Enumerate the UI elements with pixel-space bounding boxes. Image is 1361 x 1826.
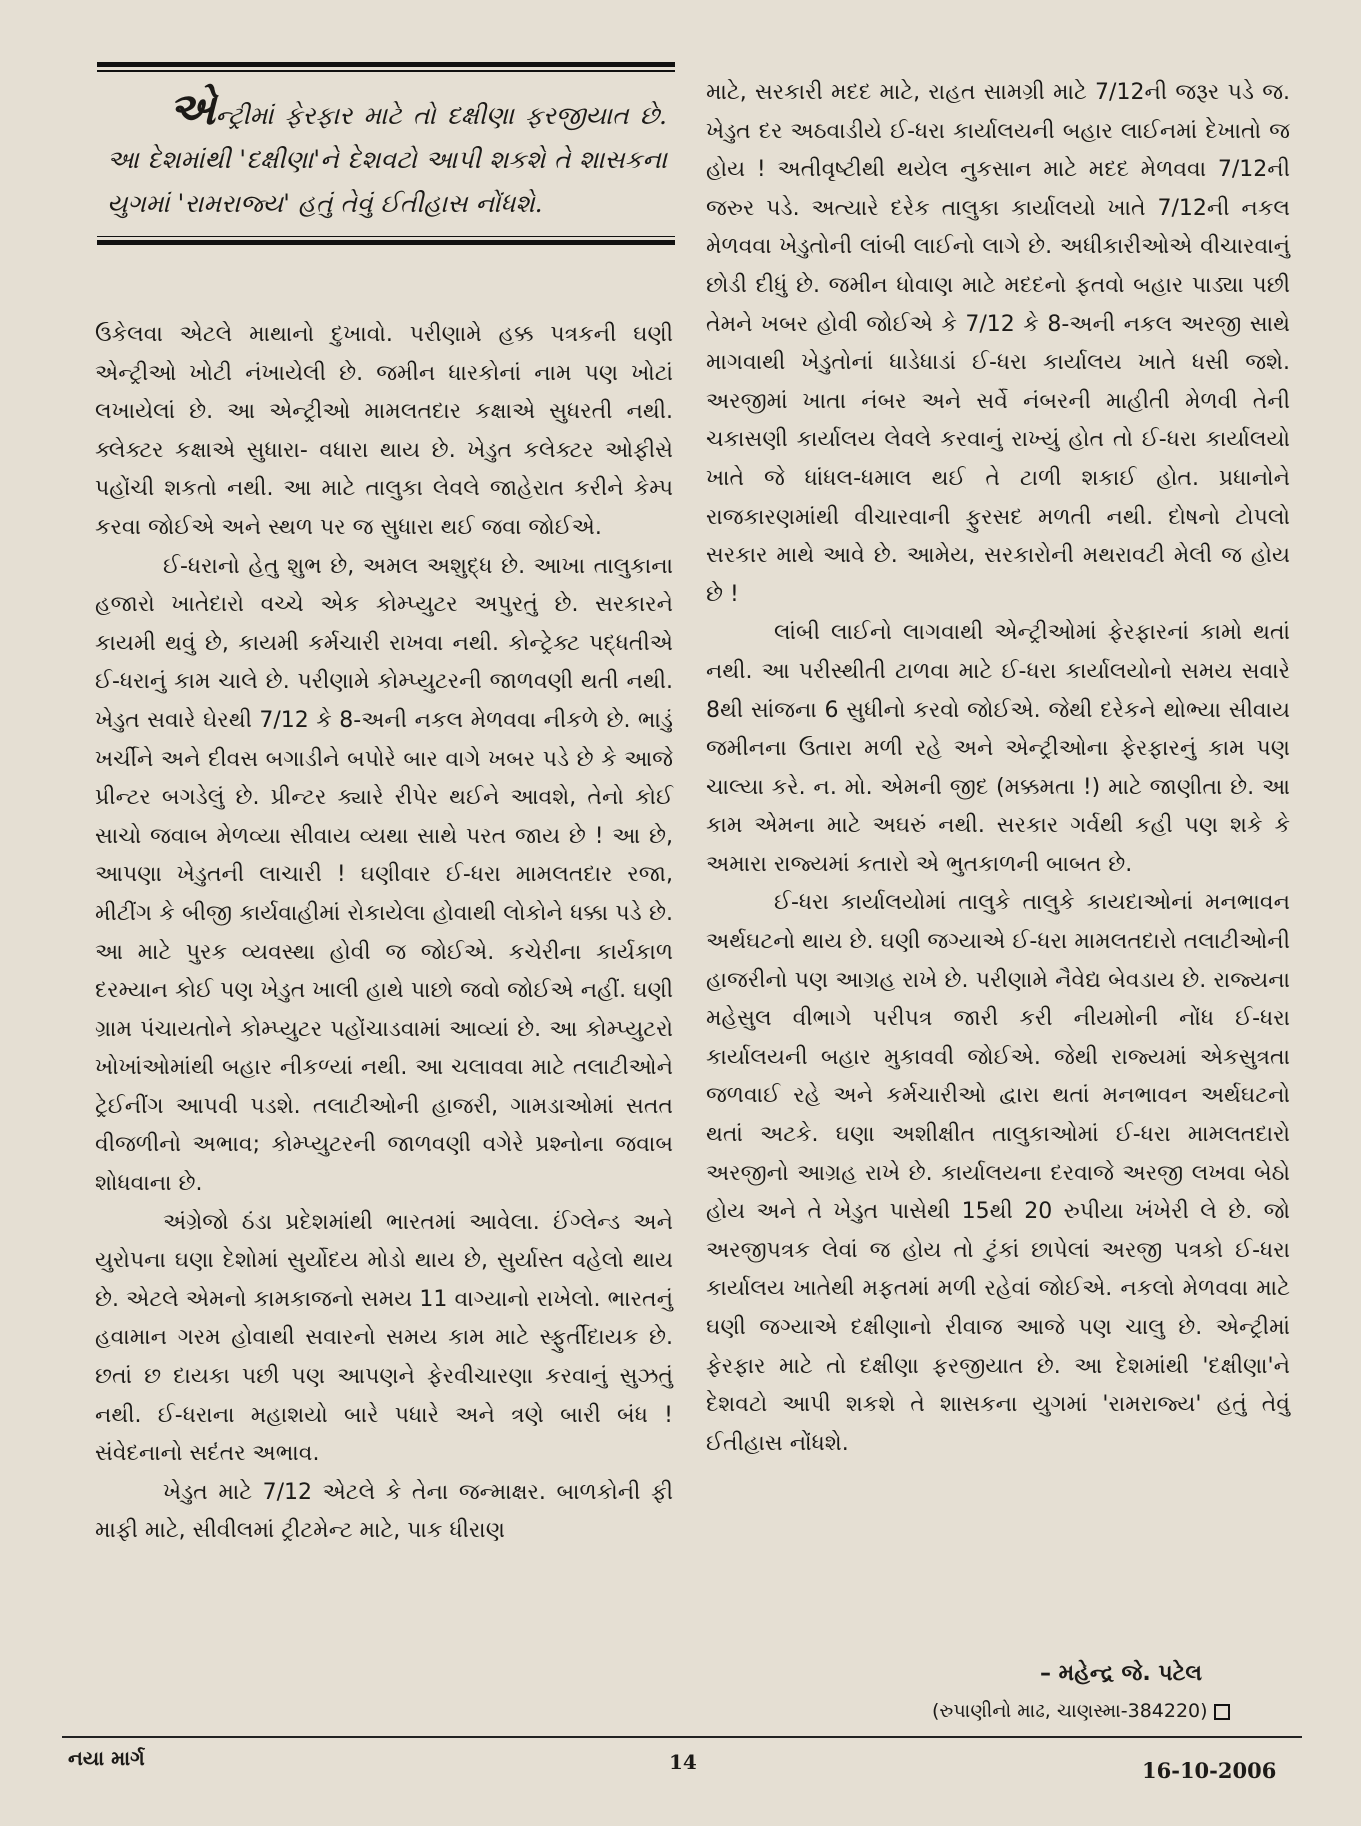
- end-mark-square-icon: [1214, 1704, 1230, 1720]
- footer-date: 16-10-2006: [1142, 1758, 1277, 1783]
- pull-quote-text: [97, 72, 675, 236]
- right-column: [706, 74, 1290, 1463]
- paragraph: અંગ્રેજો ઠંડા પ્રદેશમાંથી ભારતમાં આવેલા. ઈંગ્લેન્ડ અને યુરોપના ઘણા દેશોમાં સુર્યોદય મોડો થાય છે, સુર્યાસ્ત વહેલો થાય છે. એટલે એમનો કામકાજનો સમય 11 વાગ્યાનો રાખેલો. ભારતનું હવામાન ગરમ હોવાથી સવારનો સમય કામ માટે સ્ફુર્તીદાયક છે. છતાં છ દાયકા પછી પણ આપણને ફેરવીચારણા કરવાનું સુઝતું નથી. ઈ-ધરાના મહાશયો બારે પધારે અને ત્રણે બારી બંધ ! સંવેદનાનો સદંતર અભાવ.: [95, 1209, 673, 1467]
- pull-quote: [97, 62, 675, 245]
- pull-quote-top-rule: [97, 62, 675, 67]
- paragraph: ખેડુત માટે 7/12 એટલે કે તેના જન્માક્ષર. બાળકોની ફી માફી માટે, સીવીલમાં ટ્રીટમેન્ટ માટે, પાક ધીરાણ: [95, 1479, 673, 1544]
- footer-rule: [62, 1736, 1302, 1738]
- paragraph: ઈ-ધરાનો હેતુ શુભ છે, અમલ અશુદ્ધ છે. આખા તાલુકાના હજારો ખાતેદારો વચ્ચે એક કોમ્પ્યુટર અપુરતું છે. સરકારને કાયમી થવું છે, કાયમી કર્મચારી રાખવા નથી. કોન્ટ્રેક્ટ પદ્ધતીએ ઈ-ધરાનું કામ ચાલે છે. પરીણામે કોમ્પ્યુટરની જાળવણી થતી નથી. ખેડુત સવારે ઘેરથી 7/12 કે 8-અની નકલ મેળવવા નીકળે છે. ભાડું ખર્ચીને અને દીવસ બગાડીને બપોરે બાર વાગે ખબર પડે છે કે આજે પ્રીન્ટર બગડેલું છે. પ્રીન્ટર ક્યારે રીપેર થઈને આવશે, તેનો કોઈ સાચો જવાબ મેળવ્યા સીવાય વ્યથા સાથે પરત જાય છે ! આ છે, આપણા ખેડુતની લાચારી ! ઘણીવાર ઈ-ધરા મામલતદાર રજા, મીટીંગ કે બીજી કાર્યવાહીમાં રોકાયેલા હોવાથી લોકોને ધક્કા પડે છે. આ માટે પુરક વ્યવસ્થા હોવી જ જોઈએ. કચેરીના કાર્યકાળ દરમ્યાન કોઈ પણ ખેડુત ખાલી હાથે પાછો જવો જોઈએ નહીં. ઘણી ગ્રામ પંચાયતોને કોમ્પ્યુટર પહોંચાડવામાં આવ્યાં છે. આ કોમ્પ્યુટરો ખોખાંઓમાંથી બહાર નીકળ્યાં નથી. આ ચલાવવા માટે તલાટીઓને ટ્રેઈનીંગ આપવી પડશે. તલાટીઓની હાજરી, ગામડાઓમાં સતત વીજળીનો અભાવ; કોમ્પ્યુટરની જાળવણી વગેરે પ્રશ્નોના જવાબ શોધવાના છે.: [95, 553, 673, 1197]
- footer-page-number: 14: [669, 1750, 697, 1774]
- footer-magazine-name: નયા માર્ગ: [68, 1746, 145, 1770]
- paragraph: માટે, સરકારી મદદ માટે, રાહત સામગ્રી માટે 7/12ની જરૂર પડે જ. ખેડુત દર અઠવાડીયે ઈ-ધરા કાર્યાલયની બહાર લાઈનમાં દેખાતો જ હોય ! અતીવૃષ્ટીથી થયેલ નુકસાન માટે મદદ મેળવવા 7/12ની જરુર પડે. અત્યારે દરેક તાલુકા કાર્યાલયો ખાતે 7/12ની નકલ મેળવવા ખેડુતોની લાંબી લાઈનો લાગે છે. અધીકારીઓએ વીચારવાનું છોડી દીધું છે. જમીન ધોવાણ માટે મદદનો ફતવો બહાર પાડ્યા પછી તેમને ખબર હોવી જોઈએ કે 7/12 કે 8-અની નકલ અરજી સાથે માગવાથી ખેડુતોનાં ધાડેધાડાં ઈ-ધરા કાર્યાલય ખાતે ધસી જશે. અરજીમાં ખાતા નંબર અને સર્વે નંબરની માહીતી મેળવી તેની ચકાસણી કાર્યાલય લેવલે કરવાનું રાખ્યું હોત તો ઈ-ધરા કાર્યાલયો ખાતે જે ધાંધલ-ધમાલ થઈ તે ટાળી શકાઈ હોત. પ્રધાનોને રાજકારણમાંથી વીચારવાની ફુરસદ મળતી નથી. દોષનો ટોપલો સરકાર માથે આવે છે. આમેય, સરકારોની મથરાવટી મેલી જ હોય છે !: [706, 80, 1290, 607]
- left-column: [95, 316, 673, 1551]
- author-address: [932, 1700, 1230, 1722]
- pull-quote-bottom-thin-rule: [97, 236, 675, 238]
- pull-quote-bottom-rule: [97, 240, 675, 245]
- pull-quote-body: ન્ટ્રીમાં ફેરફાર માટે તો દક્ષીણા ફરજીયાત છે. આ દેશમાંથી 'દક્ષીણા'ને દેશવટો આપી શકશે તે શાસકના યુગમાં 'રામરાજ્ય' હતું તેવું ઈતીહાસ નોંધશે.: [107, 100, 667, 218]
- pull-quote-dropcap: એ: [169, 83, 216, 135]
- author-byline: – મહેન્દ્ર જે. પટેલ: [1040, 1661, 1203, 1686]
- paragraph: લાંબી લાઈનો લાગવાથી એન્ટ્રીઓમાં ફેરફારનાં કામો થતાં નથી. આ પરીસ્થીતી ટાળવા માટે ઈ-ધરા કાર્યાલયોનો સમય સવારે 8થી સાંજના 6 સુધીનો કરવો જોઈએ. જેથી દરેકને થોભ્યા સીવાય જમીનના ઉતારા મળી રહે અને એન્ટ્રીઓના ફેરફારનું કામ પણ ચાલ્યા કરે. ન. મો. એમની જીદ (મક્કમતા !) માટે જાણીતા છે. આ કામ એમના માટે અઘરું નથી. સરકાર ગર્વથી કહી પણ શકે કે અમારા રાજ્યમાં કતારો એ ભુતકાળની બાબત છે.: [706, 620, 1290, 877]
- paragraph: ઉકેલવા એટલે માથાનો દુખાવો. પરીણામે હક્ક પત્રકની ઘણી એન્ટ્રીઓ ખોટી નંખાયેલી છે. જમીન ધારકોનાં નામ પણ ખોટાં લખાયેલાં છે. આ એન્ટ્રીઓ મામલતદાર કક્ષાએ સુધરતી નથી. ક્લેક્ટર કક્ષાએ સુધારા- વધારા થાય છે. ખેડુત કલેક્ટર ઓફીસે પહોંચી શકતો નથી. આ માટે તાલુકા લેવલે જાહેરાત કરીને કેમ્પ કરવા જોઈએ અને સ્થળ પર જ સુધારા થઈ જવા જોઈએ.: [95, 322, 673, 540]
- author-address-text: (રુપાણીનો માઢ, ચાણસ્મા-384220): [932, 1700, 1208, 1722]
- paragraph: ઈ-ધરા કાર્યાલયોમાં તાલુકે તાલુકે કાયદાઓનાં મનભાવન અર્થઘટનો થાય છે. ઘણી જગ્યાએ ઈ-ધરા મામલતદારો તલાટીઓની હાજરીનો પણ આગ્રહ રાખે છે. પરીણામે નૈવેદ્ય બેવડાય છે. રાજ્યના મહેસુલ વીભાગે પરીપત્ર જારી કરી નીયમોની નોંધ ઈ-ધરા કાર્યાલયની બહાર મુકાવવી જોઈએ. જેથી રાજ્યમાં એકસુત્રતા જળવાઈ રહે અને કર્મચારીઓ દ્વારા થતાં મનભાવન અર્થઘટનો થતાં અટકે. ઘણા અશીક્ષીત તાલુકાઓમાં ઈ-ધરા મામલતદારો અરજીનો આગ્રહ રાખે છે. કાર્યાલયના દરવાજે અરજી લખવા બેઠો હોય અને તે ખેડુત પાસેથી 15થી 20 રુપીયા ખંખેરી લે છે. જો અરજીપત્રક લેવાં જ હોય તો ટુંકાં છાપેલાં અરજી પત્રકો ઈ-ધરા કાર્યાલય ખાતેથી મફતમાં મળી રહેવાં જોઈએ. નકલો મેળવવા માટે ઘણી જગ્યાએ દક્ષીણાનો રીવાજ આજે પણ ચાલુ છે. એન્ટ્રીમાં ફેરફાર માટે તો દક્ષીણા ફરજીયાત છે. આ દેશમાંથી 'દક્ષીણા'ને દેશવટો આપી શકશે તે શાસકના યુગમાં 'રામરાજ્ય' હતું તેવું ઈતીહાસ નોંધશે.: [706, 890, 1290, 1456]
